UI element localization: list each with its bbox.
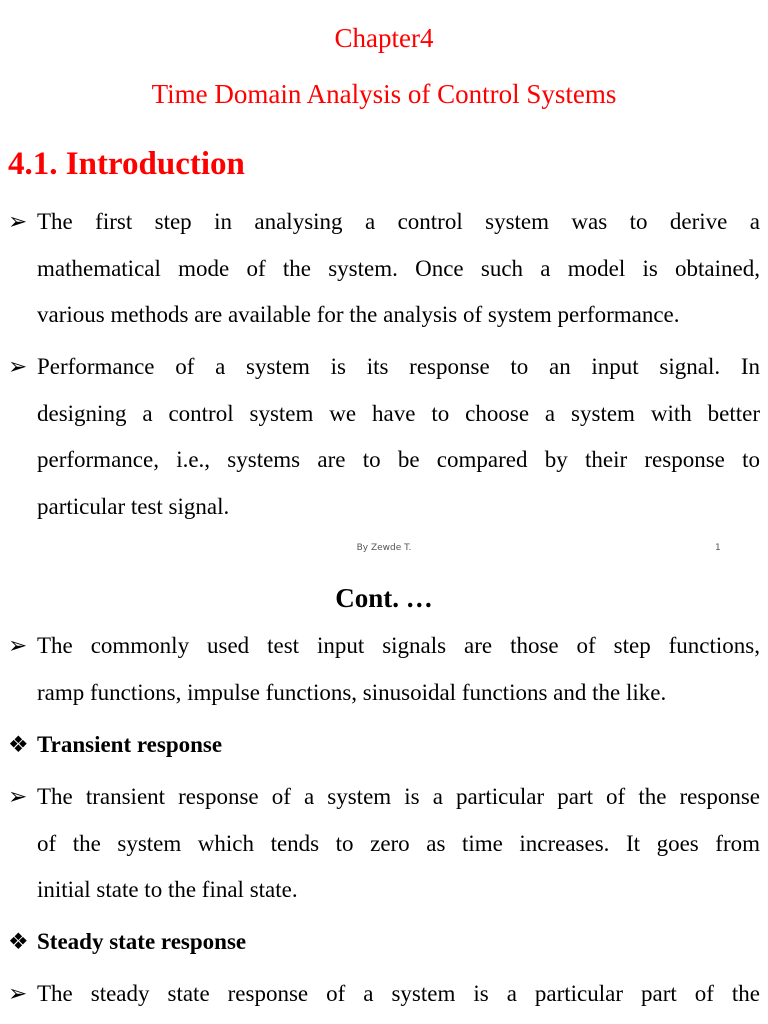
arrow-bullet-icon: ➢ bbox=[8, 209, 28, 234]
bullet-line: Performance of a system is its response to an input signal. In bbox=[37, 354, 760, 379]
chapter-subtitle: Time Domain Analysis of Control Systems bbox=[151, 79, 617, 109]
bullet-text bbox=[37, 199, 760, 339]
bullet-line: The first step in analysing a control system was to derive a bbox=[37, 209, 760, 234]
section-heading: 4.1. Introduction bbox=[8, 146, 245, 182]
transient-bullet bbox=[8, 774, 760, 914]
bullet-line: performance, i.e., systems are to be compared by their response to bbox=[37, 447, 760, 472]
arrow-bullet-icon: ➢ bbox=[8, 633, 28, 658]
bullet-line: initial state to the final state. bbox=[37, 877, 298, 902]
bullet-line: mathematical mode of the system. Once such a model is obtained, bbox=[37, 255, 760, 281]
footer-page-number: 1 bbox=[715, 543, 721, 553]
arrow-bullet-icon: ➢ bbox=[8, 784, 28, 809]
bullet-line: The steady state response of a system is a particular part of the bbox=[37, 981, 760, 1006]
bullet-text bbox=[37, 623, 760, 716]
steady-heading-text: Steady state response bbox=[37, 929, 247, 954]
footer-author: By Zewde T. bbox=[356, 543, 412, 553]
diamond-bullet-icon: ❖ bbox=[8, 929, 29, 954]
test-signals-bullet bbox=[8, 623, 760, 716]
bullet-line: ramp functions, impulse functions, sinusoidal functions and the like. bbox=[37, 679, 667, 705]
bullet-line: designing a control system we have to choose a system with better bbox=[37, 400, 760, 426]
transient-heading-text: Transient response bbox=[37, 732, 223, 757]
diamond-bullet-icon: ❖ bbox=[8, 732, 29, 757]
bullet-line: The transient response of a system is a particular part of the response bbox=[37, 784, 760, 809]
arrow-bullet-icon: ➢ bbox=[8, 354, 28, 379]
steady-bullet bbox=[8, 971, 760, 1018]
bullet-text bbox=[37, 344, 760, 530]
bullet-text bbox=[37, 971, 760, 1018]
arrow-bullet-icon: ➢ bbox=[8, 981, 28, 1006]
intro-bullet-1 bbox=[8, 199, 760, 339]
transient-heading bbox=[8, 730, 222, 760]
bullet-line: The commonly used test input signals are those of step functions, bbox=[37, 633, 760, 658]
chapter-title: Chapter4 bbox=[334, 23, 434, 53]
cont-heading: Cont. … bbox=[335, 583, 433, 613]
bullet-line: of the system which tends to zero as time increases. It goes from bbox=[37, 830, 760, 856]
bullet-text bbox=[37, 774, 760, 914]
bullet-line: various methods are available for the analysis of system performance. bbox=[37, 302, 680, 327]
steady-heading bbox=[8, 927, 246, 957]
bullet-line: particular test signal. bbox=[37, 493, 230, 519]
intro-bullet-2 bbox=[8, 344, 760, 530]
